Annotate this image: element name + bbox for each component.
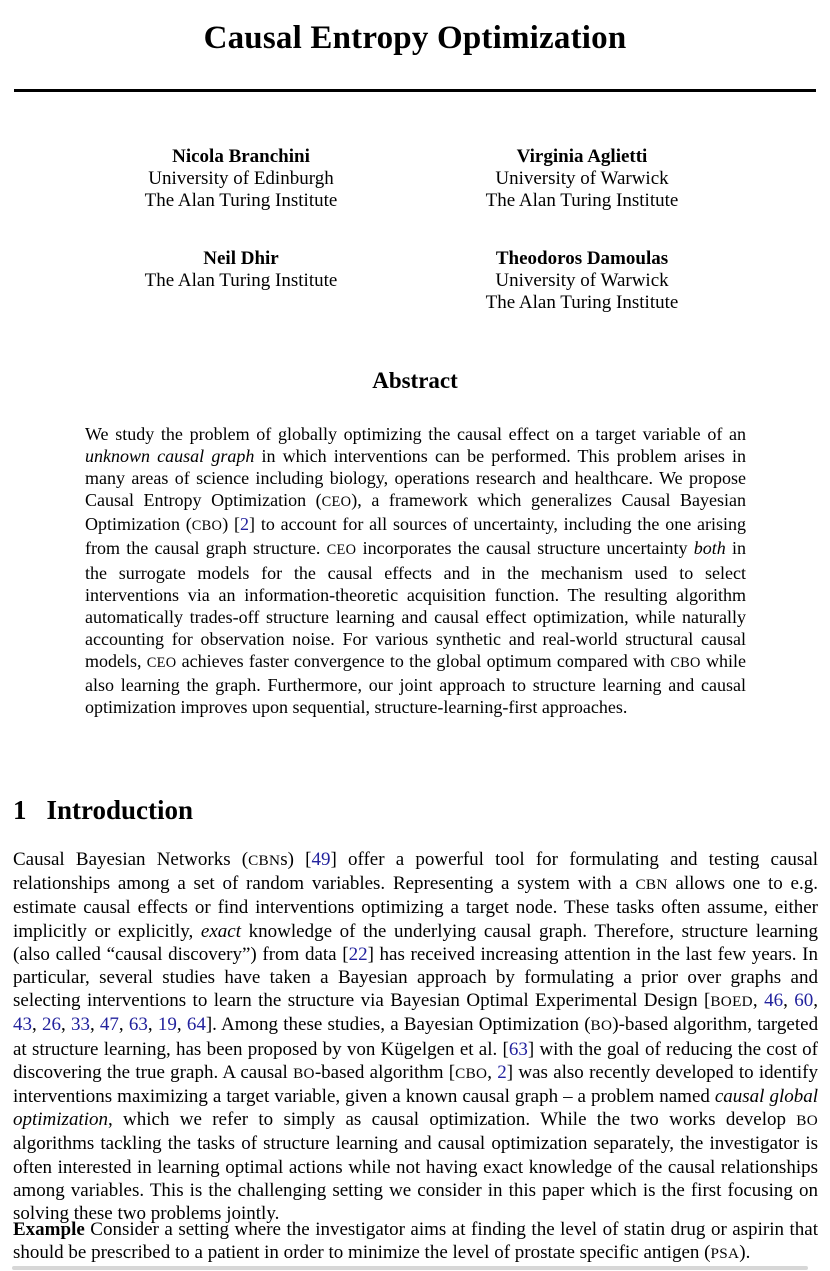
citation-link[interactable]: 47 xyxy=(99,1014,119,1036)
text-run: ]. Among these studies, a Bayesian Optimization ( xyxy=(205,1014,591,1036)
text-run: ] offer a powerful tool for formulating and testing causal relationships among a set of random variables. Representing a system with a xyxy=(13,849,818,895)
author-affiliation: University of Edinburgh xyxy=(148,168,334,189)
author-name: Nicola Branchini xyxy=(172,146,310,167)
text-run: , xyxy=(752,990,765,1012)
text-run: , xyxy=(32,1014,42,1036)
abstract-heading: Abstract xyxy=(372,368,458,393)
citation-link[interactable]: 63 xyxy=(128,1014,148,1036)
smallcaps-abbreviation: CEO xyxy=(326,542,357,559)
author-affiliation: University of Warwick xyxy=(495,270,669,291)
author-affiliation: The Alan Turing Institute xyxy=(144,190,338,211)
text-run: ), a framework which generalizes Causal Bayesian Optimization ( xyxy=(85,490,746,535)
smallcaps-abbreviation: CEO xyxy=(146,654,177,671)
smallcaps-abbreviation: CBO xyxy=(191,518,223,535)
text-run: ). xyxy=(739,1242,751,1264)
citation-link[interactable]: 63 xyxy=(508,1038,528,1060)
author-name: Virginia Aglietti xyxy=(516,146,648,167)
citation-link[interactable]: 43 xyxy=(13,1014,32,1036)
citation-link[interactable]: 22 xyxy=(348,943,368,965)
text-run: , xyxy=(60,1014,71,1036)
text-run: )-based algorithm, targeted at structure learning, has been proposed by von Kügelgen et al. [ xyxy=(13,1014,819,1060)
text-run: in the surrogate models for the causal effects and in the mechanism used to select interventions via an information-theoretic acquisition function. The resulting algorithm automatically trades-off structure learning and causal effect optimization, while naturally accounting for observation noise. For various synthetic and real-world structural causal models, xyxy=(85,538,746,671)
text-run: ] with the goal of reducing the cost of discovering the true graph. A causal xyxy=(13,1038,818,1083)
citation-link[interactable]: 46 xyxy=(764,990,784,1012)
citation-link[interactable]: 33 xyxy=(70,1014,90,1036)
text-run: ] was also recently developed to identify interventions maximizing a target variable, given a known causal graph – a problem named xyxy=(13,1061,818,1108)
abstract-body xyxy=(85,423,746,718)
example-paragraph xyxy=(13,1218,818,1265)
text-run: , xyxy=(118,1014,129,1036)
text-run: knowledge of the underlying causal graph. Therefore, structure learning (also called “causal discovery”) from data [ xyxy=(13,920,818,965)
author-affiliation: The Alan Turing Institute xyxy=(485,190,679,211)
citation-link[interactable]: 2 xyxy=(240,514,250,535)
smallcaps-abbreviation: BO xyxy=(796,1112,818,1130)
smallcaps-abbreviation: BO xyxy=(590,1017,613,1035)
smallcaps-abbreviation: CBO xyxy=(455,1064,488,1082)
citation-link[interactable]: 2 xyxy=(497,1061,507,1083)
text-run: achieves faster convergence to the global optimum compared with xyxy=(176,650,671,671)
text-run: in which interventions can be performed. This problem arises in many areas of science including biology, operations research and healthcare. We propose Causal Entropy Optimization ( xyxy=(85,446,747,511)
italic-text-run: causal global optimization xyxy=(13,1086,818,1131)
text-run: Causal Bayesian Networks ( xyxy=(13,849,249,870)
citation-link[interactable]: 64 xyxy=(186,1014,206,1036)
author-name: Neil Dhir xyxy=(203,248,279,269)
smallcaps-abbreviation: BO xyxy=(293,1064,315,1082)
text-run: Consider a setting where the investigator aims at finding the level of statin drug or aspirin that should be prescribed to a patient in order to minimize the level of prostate specific antigen ( xyxy=(13,1219,818,1264)
text-run: , xyxy=(89,1014,100,1036)
text-run: s) [ xyxy=(280,849,312,870)
text-run: , xyxy=(176,1014,187,1036)
smallcaps-abbreviation: CBN xyxy=(248,852,281,869)
italic-text-run: unknown causal graph xyxy=(85,446,255,467)
citation-link[interactable]: 60 xyxy=(794,990,814,1012)
section-number: 1 xyxy=(13,795,27,825)
smallcaps-abbreviation: PSA xyxy=(710,1245,740,1263)
author-block-3 xyxy=(66,248,416,292)
text-run: while also learning the graph. Furthermore, our joint approach to structure learning and causal optimization improves upon sequential, structure-learning-first approaches. xyxy=(85,650,746,718)
smallcaps-abbreviation: BOED xyxy=(710,993,753,1011)
author-block-4 xyxy=(407,248,757,314)
title-divider-rule xyxy=(14,89,816,92)
section-title: Introduction xyxy=(46,795,194,825)
text-run: allows one to e.g. estimate causal effects or find interventions optimizing a target node. These tasks often assume, either implicitly or explicitly, xyxy=(13,873,818,942)
bold-text-run: Example xyxy=(13,1219,85,1240)
text-run: ] has received increasing attention in the last few years. In particular, several studies have taken a Bayesian approach by formulating a prior over graphs and selecting interventions to learn the structure via Bayesian Optimal Experimental Design [ xyxy=(13,943,819,1012)
text-run: , xyxy=(147,1014,158,1036)
author-name: Theodoros Damoulas xyxy=(495,248,669,269)
author-affiliation: The Alan Turing Institute xyxy=(144,270,338,291)
author-block-1 xyxy=(66,146,416,212)
author-affiliation: University of Warwick xyxy=(495,168,669,189)
section-heading-introduction xyxy=(13,795,193,826)
text-run: We study the problem of globally optimizing the causal effect on a target variable of an xyxy=(85,424,746,444)
author-block-2 xyxy=(407,146,757,212)
author-affiliation: The Alan Turing Institute xyxy=(485,292,679,313)
citation-link[interactable]: 49 xyxy=(311,849,331,870)
text-run: , xyxy=(487,1061,498,1083)
smallcaps-abbreviation: CEO xyxy=(321,494,352,511)
citation-link[interactable]: 26 xyxy=(41,1014,61,1036)
clipped-next-line-artifact xyxy=(12,1266,808,1270)
smallcaps-abbreviation: CBO xyxy=(670,654,701,671)
text-run: ] to account for all sources of uncertainty, including the one arising from the causal graph structure. xyxy=(85,514,746,559)
text-run: , xyxy=(813,990,819,1012)
text-run: ) [ xyxy=(222,514,241,535)
text-run: algorithms tackling the tasks of structure learning and causal optimization separately, the investigator is often interested in learning optimal actions while not having exact knowledge of the causal relationships among variables. This is the challenging setting we consider in this paper which is the first focusing on solving these two problems jointly. xyxy=(13,1133,818,1225)
paper-title: Causal Entropy Optimization xyxy=(203,20,627,56)
text-run: , xyxy=(783,990,795,1012)
italic-text-run: both xyxy=(693,538,726,559)
introduction-paragraph xyxy=(13,848,818,1225)
text-run: , which we refer to simply as causal optimization. While the two works develop xyxy=(108,1109,797,1131)
text-run: -based algorithm [ xyxy=(314,1061,456,1083)
italic-text-run: exact xyxy=(200,920,241,942)
citation-link[interactable]: 19 xyxy=(157,1014,177,1036)
smallcaps-abbreviation: CBN xyxy=(635,876,668,894)
text-run: incorporates the causal structure uncertainty xyxy=(356,538,694,559)
